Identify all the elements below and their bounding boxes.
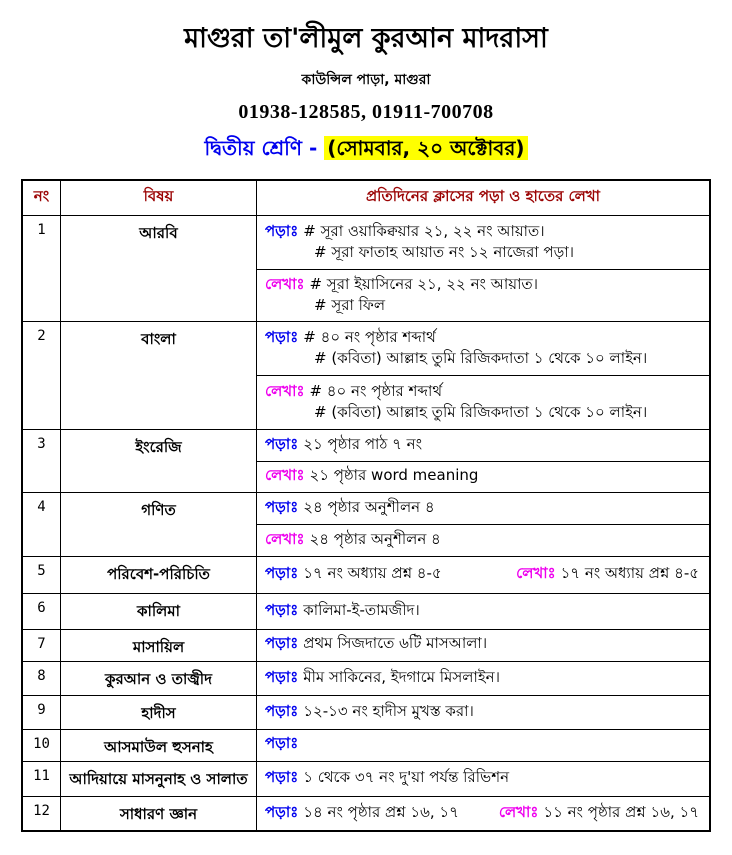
pora-lekha-block	[257, 557, 709, 593]
lekha-text: ২১ পৃষ্ঠার word meaning	[309, 466, 479, 485]
table-row	[23, 215, 709, 321]
table-row	[23, 429, 709, 492]
header-cell-subject: বিষয়	[60, 181, 256, 215]
header-cell-content: প্রতিদিনের ক্লাসের পড়া ও হাতের লেখা	[256, 181, 709, 215]
row-number: 12	[33, 802, 50, 819]
pora-block	[257, 630, 709, 660]
pora-label: পড়াঃ	[265, 434, 299, 453]
pora-text: ১২-১৩ নং হাদীস মুখস্ত করা।	[303, 701, 474, 720]
lekha-block	[257, 269, 709, 321]
content-cell	[256, 594, 709, 629]
page-title: মাগুরা তা'লীমুল কুরআন মাদরাসা	[184, 23, 548, 54]
row-number: 5	[37, 562, 46, 579]
row-number: 10	[33, 735, 50, 752]
content-cell	[256, 696, 709, 729]
pora-label: পড়াঃ	[265, 634, 299, 653]
lekha-text: # সূরা ইয়াসিনের ২১, ২২ নং আয়াত।	[309, 275, 539, 294]
content-cell	[256, 322, 709, 429]
row-number: 4	[37, 498, 46, 515]
pora-block	[257, 493, 709, 524]
pora-block	[257, 594, 709, 629]
header-cell-no: নং	[33, 187, 50, 206]
content-cell	[256, 797, 709, 830]
content-cell	[256, 493, 709, 556]
table-row	[23, 556, 709, 593]
lekha-text: ১১ নং পৃষ্ঠার প্রশ্ন ১৬, ১৭	[543, 802, 699, 821]
pora-block	[257, 322, 709, 375]
pora-text: কালিমা-ই-তামজীদ।	[303, 600, 420, 619]
school-address: কাউন্সিল পাড়া, মাগুরা	[301, 71, 431, 88]
row-number: 3	[37, 435, 46, 452]
pora-block	[257, 696, 709, 729]
pora-text: # ৪০ নং পৃষ্ঠার শব্দার্থ	[303, 328, 436, 347]
subject-cell: ইংরেজি	[60, 430, 256, 492]
content-cell	[256, 730, 709, 761]
table-row	[23, 593, 709, 629]
subject-cell: আরবি	[60, 216, 256, 321]
row-number: 1	[37, 221, 46, 238]
subject-cell: কুরআন ও তাজ্বীদ	[60, 662, 256, 695]
row-number: 8	[37, 667, 46, 684]
row-number: 6	[37, 599, 46, 616]
table-row	[23, 729, 709, 761]
lekha-block	[257, 461, 709, 492]
pora-text: # সূরা ফাতাহ আয়াত নং ১২ নাজেরা পড়া।	[314, 243, 575, 262]
pora-text: ১৭ নং অধ্যায় প্রশ্ন ৪-৫	[303, 564, 442, 583]
pora-block	[257, 662, 709, 695]
pora-text: প্রথম সিজদাতে ৬টি মাসআলা।	[303, 634, 488, 653]
lekha-label: লেখাঃ	[265, 275, 305, 294]
pora-label: পড়াঃ	[265, 600, 299, 619]
subject-cell: পরিবেশ-পরিচিতি	[60, 557, 256, 593]
lekha-text: ২৪ পৃষ্ঠার অনুশীলন ৪	[309, 529, 441, 548]
lekha-block	[257, 524, 709, 556]
lekha-text: # সূরা ফিল	[314, 296, 386, 315]
pora-text: # সূরা ওয়াকিক্বয়ার ২১, ২২ নং আয়াত।	[303, 222, 545, 241]
pora-text: মীম সাকিনের, ইদগামে মিসলাইন।	[303, 667, 500, 686]
subject-cell: হাদীস	[60, 696, 256, 729]
pora-text: ১ থেকে ৩৭ নং দু'য়া পর্যন্ত রিভিশন	[303, 768, 510, 787]
lekha-label: লেখাঃ	[265, 466, 305, 485]
pora-text: ২১ পৃষ্ঠার পাঠ ৭ নং	[303, 434, 423, 453]
pora-block	[257, 216, 709, 269]
row-number: 2	[37, 327, 46, 344]
content-cell	[256, 430, 709, 492]
pora-block	[257, 762, 709, 796]
content-cell	[256, 662, 709, 695]
lekha-label: লেখাঃ	[498, 802, 539, 821]
subject-cell: আসমাউল হুসনাহ	[60, 730, 256, 761]
pora-label: পড়াঃ	[265, 564, 299, 583]
pora-label: পড়াঃ	[265, 497, 299, 516]
phone-numbers: 01938-128585, 01911-700708	[238, 100, 494, 123]
class-name: দ্বিতীয় শ্রেণি -	[204, 135, 318, 160]
content-cell	[256, 762, 709, 796]
table-header-row	[23, 181, 709, 215]
subject-cell: গণিত	[60, 493, 256, 556]
subject-cell: কালিমা	[60, 594, 256, 629]
lekha-label: লেখাঃ	[265, 529, 305, 548]
subject-cell: সাধারণ জ্ঞান	[60, 797, 256, 830]
lekha-label: লেখাঃ	[516, 564, 556, 583]
table-row	[23, 761, 709, 796]
class-date-highlight: (সোমবার, ২০ অক্টোবর)	[324, 136, 527, 160]
subject-cell: বাংলা	[60, 322, 256, 429]
table-row	[23, 321, 709, 429]
row-number: 11	[33, 767, 50, 784]
lekha-text: # (কবিতা) আল্লাহ তুমি রিজিকদাতা ১ থেকে ১০ লাইন।	[314, 403, 648, 422]
lekha-block	[257, 375, 709, 429]
subject-cell: আদিয়ায়ে মাসনুনাহ ও সালাত	[60, 762, 256, 796]
lekha-label: লেখাঃ	[265, 382, 305, 401]
pora-label: পড়াঃ	[265, 802, 299, 821]
pora-text: ২৪ পৃষ্ঠার অনুশীলন ৪	[303, 497, 435, 516]
content-cell	[256, 216, 709, 321]
pora-label: পড়াঃ	[265, 734, 299, 753]
lekha-text: # ৪০ নং পৃষ্ঠার শব্দার্থ	[309, 382, 443, 401]
pora-label: পড়াঃ	[265, 222, 299, 241]
table-row	[23, 629, 709, 661]
content-cell	[256, 557, 709, 593]
pora-text: # (কবিতা) আল্লাহ তুমি রিজিকদাতা ১ থেকে ১০ লাইন।	[314, 349, 648, 368]
pora-block	[257, 430, 709, 461]
document-header	[21, 24, 711, 167]
table-row	[23, 695, 709, 729]
pora-label: পড়াঃ	[265, 667, 299, 686]
class-line	[21, 134, 711, 167]
row-number: 7	[37, 635, 46, 652]
pora-label: পড়াঃ	[265, 328, 299, 347]
pora-label: পড়াঃ	[265, 701, 299, 720]
table-row	[23, 661, 709, 695]
content-cell	[256, 630, 709, 661]
lekha-text: ১৭ নং অধ্যায় প্রশ্ন ৪-৫	[560, 564, 699, 583]
row-number: 9	[37, 701, 46, 718]
pora-label: পড়াঃ	[265, 768, 299, 787]
homework-table	[21, 179, 711, 832]
pora-lekha-block	[257, 797, 709, 830]
pora-text: ১৪ নং পৃষ্ঠার প্রশ্ন ১৬, ১৭	[303, 802, 459, 821]
subject-cell: মাসায়িল	[60, 630, 256, 661]
pora-block	[257, 730, 709, 760]
table-row	[23, 796, 709, 830]
table-row	[23, 492, 709, 556]
